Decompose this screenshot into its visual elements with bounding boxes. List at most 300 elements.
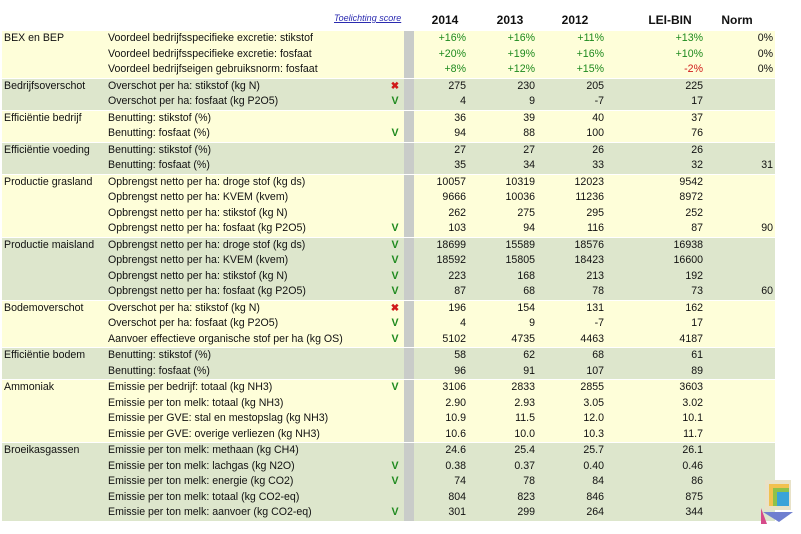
value-lei-bin: 17 — [606, 316, 705, 332]
value-2014: 3106 — [414, 380, 468, 396]
value-2014: 36 — [414, 110, 468, 126]
value-2014: +8% — [414, 62, 468, 78]
table-row — [2, 474, 775, 490]
value-lei-bin: 37 — [606, 110, 705, 126]
value-norm — [705, 316, 775, 332]
value-2014: 24.6 — [414, 443, 468, 459]
category-label — [2, 490, 106, 506]
score-check-icon: V — [386, 459, 404, 475]
logo-icon — [759, 478, 797, 524]
table-row — [2, 300, 775, 316]
value-2014: 27 — [414, 142, 468, 158]
value-2014: 96 — [414, 364, 468, 380]
value-2013: 299 — [468, 505, 537, 521]
column-divider — [404, 300, 414, 316]
value-2014: 87 — [414, 284, 468, 300]
table-row — [2, 62, 775, 78]
indicator-label: Benutting: fosfaat (%) — [106, 158, 386, 174]
value-2013: 15589 — [468, 237, 537, 253]
value-2012: 846 — [537, 490, 606, 506]
category-label — [2, 126, 106, 142]
value-2012: 11236 — [537, 190, 606, 206]
table-row — [2, 348, 775, 364]
value-2014: 18699 — [414, 237, 468, 253]
value-norm: 0% — [705, 31, 775, 47]
table-row — [2, 427, 775, 443]
value-2014: 223 — [414, 269, 468, 285]
value-2012: 26 — [537, 142, 606, 158]
category-label: Efficiëntie bodem — [2, 348, 106, 364]
value-2014: +20% — [414, 47, 468, 63]
indicator-label: Emissie per ton melk: aanvoer (kg CO2-eq) — [106, 505, 386, 521]
score-mark — [386, 443, 404, 459]
value-lei-bin: 16600 — [606, 253, 705, 269]
table-header — [0, 8, 801, 30]
score-check-icon: V — [386, 505, 404, 521]
value-2012: 2855 — [537, 380, 606, 396]
score-check-icon: V — [386, 332, 404, 348]
value-2013: 154 — [468, 300, 537, 316]
column-divider — [404, 459, 414, 475]
category-label — [2, 411, 106, 427]
category-label: Broeikasgassen — [2, 443, 106, 459]
value-2013: 2.93 — [468, 396, 537, 412]
table-row — [2, 31, 775, 47]
value-norm — [705, 237, 775, 253]
score-check-icon: V — [386, 380, 404, 396]
score-check-icon: V — [386, 269, 404, 285]
column-divider — [404, 174, 414, 190]
score-check-icon: V — [386, 94, 404, 110]
col-norm: Norm — [721, 13, 753, 27]
value-2012: 12023 — [537, 174, 606, 190]
value-norm — [705, 300, 775, 316]
score-mark — [386, 364, 404, 380]
value-2014: 275 — [414, 78, 468, 94]
category-label: Productie maisland — [2, 237, 106, 253]
value-2014: 10.9 — [414, 411, 468, 427]
table-row — [2, 269, 775, 285]
score-cross-icon: ✖ — [386, 78, 404, 94]
column-divider — [404, 348, 414, 364]
value-lei-bin: 26.1 — [606, 443, 705, 459]
value-lei-bin: 875 — [606, 490, 705, 506]
score-check-icon: V — [386, 237, 404, 253]
table-row — [2, 284, 775, 300]
column-divider — [404, 269, 414, 285]
score-check-icon: V — [386, 474, 404, 490]
score-check-icon: V — [386, 126, 404, 142]
category-label — [2, 284, 106, 300]
value-2012: 84 — [537, 474, 606, 490]
indicator-label: Opbrengst netto per ha: droge stof (kg ds) — [106, 174, 386, 190]
value-lei-bin: 11.7 — [606, 427, 705, 443]
column-divider — [404, 158, 414, 174]
value-norm: 90 — [705, 221, 775, 237]
column-divider — [404, 94, 414, 110]
indicator-label: Overschot per ha: stikstof (kg N) — [106, 300, 386, 316]
indicator-label: Voordeel bedrijfsspecifieke excretie: stikstof — [106, 31, 386, 47]
indicator-label: Voordeel bedrijfseigen gebruiksnorm: fosfaat — [106, 62, 386, 78]
table-row — [2, 221, 775, 237]
value-norm: 60 — [705, 284, 775, 300]
score-check-icon: V — [386, 316, 404, 332]
table-row — [2, 380, 775, 396]
value-norm — [705, 190, 775, 206]
category-label: Efficiëntie bedrijf — [2, 110, 106, 126]
value-lei-bin: +13% — [606, 31, 705, 47]
table-row — [2, 443, 775, 459]
category-label — [2, 62, 106, 78]
score-mark — [386, 142, 404, 158]
score-mark — [386, 190, 404, 206]
value-2013: 4735 — [468, 332, 537, 348]
value-2014: 196 — [414, 300, 468, 316]
column-divider — [404, 505, 414, 521]
score-mark — [386, 110, 404, 126]
value-2013: 9 — [468, 316, 537, 332]
indicator-label: Opbrengst netto per ha: fosfaat (kg P2O5) — [106, 221, 386, 237]
value-2012: +16% — [537, 47, 606, 63]
value-lei-bin: 26 — [606, 142, 705, 158]
col-2012: 2012 — [561, 13, 589, 27]
value-lei-bin: 192 — [606, 269, 705, 285]
indicator-label: Emissie per ton melk: lachgas (kg N2O) — [106, 459, 386, 475]
indicator-label: Emissie per ton melk: energie (kg CO2) — [106, 474, 386, 490]
score-mark — [386, 411, 404, 427]
indicator-label: Emissie per bedrijf: totaal (kg NH3) — [106, 380, 386, 396]
value-2012: -7 — [537, 94, 606, 110]
column-divider — [404, 364, 414, 380]
table-row — [2, 253, 775, 269]
value-2014: 9666 — [414, 190, 468, 206]
table-row — [2, 126, 775, 142]
value-2012: 78 — [537, 284, 606, 300]
table-row — [2, 206, 775, 222]
value-2014: 74 — [414, 474, 468, 490]
category-label: Bedrijfsoverschot — [2, 78, 106, 94]
value-2014: 4 — [414, 94, 468, 110]
table-row — [2, 459, 775, 475]
table-row — [2, 332, 775, 348]
column-divider — [404, 396, 414, 412]
category-label — [2, 427, 106, 443]
value-2012: +15% — [537, 62, 606, 78]
value-lei-bin: 252 — [606, 206, 705, 222]
column-divider — [404, 284, 414, 300]
value-lei-bin: -2% — [606, 62, 705, 78]
value-2014: 94 — [414, 126, 468, 142]
value-2012: 131 — [537, 300, 606, 316]
indicator-label: Opbrengst netto per ha: fosfaat (kg P2O5) — [106, 284, 386, 300]
value-lei-bin: 3.02 — [606, 396, 705, 412]
indicator-label: Emissie per ton melk: totaal (kg NH3) — [106, 396, 386, 412]
category-label: Efficiëntie voeding — [2, 142, 106, 158]
value-norm — [705, 348, 775, 364]
indicator-label: Emissie per GVE: overige verliezen (kg NH3) — [106, 427, 386, 443]
category-label — [2, 332, 106, 348]
value-lei-bin: +10% — [606, 47, 705, 63]
toelichting-score-link[interactable]: Toelichting score — [334, 13, 402, 23]
table-row — [2, 396, 775, 412]
value-2014: 301 — [414, 505, 468, 521]
value-lei-bin: 162 — [606, 300, 705, 316]
value-2012: 0.40 — [537, 459, 606, 475]
score-check-icon: V — [386, 253, 404, 269]
value-2013: 25.4 — [468, 443, 537, 459]
column-divider — [404, 78, 414, 94]
category-label — [2, 269, 106, 285]
value-norm: 31 — [705, 158, 775, 174]
value-lei-bin: 0.46 — [606, 459, 705, 475]
table-row — [2, 158, 775, 174]
score-mark — [386, 490, 404, 506]
column-divider — [404, 411, 414, 427]
table-row — [2, 78, 775, 94]
value-2014: +16% — [414, 31, 468, 47]
value-2013: 11.5 — [468, 411, 537, 427]
value-norm: 0% — [705, 47, 775, 63]
value-2013: +19% — [468, 47, 537, 63]
column-divider — [404, 443, 414, 459]
indicator-label: Overschot per ha: stikstof (kg N) — [106, 78, 386, 94]
value-2012: 33 — [537, 158, 606, 174]
value-lei-bin: 61 — [606, 348, 705, 364]
value-norm — [705, 269, 775, 285]
category-label — [2, 459, 106, 475]
value-2013: 27 — [468, 142, 537, 158]
value-norm — [705, 459, 775, 475]
value-2012: 18423 — [537, 253, 606, 269]
value-lei-bin: 87 — [606, 221, 705, 237]
column-divider — [404, 110, 414, 126]
category-label — [2, 221, 106, 237]
value-norm — [705, 332, 775, 348]
indicator-label: Aanvoer effectieve organische stof per ha (kg OS) — [106, 332, 386, 348]
value-lei-bin: 8972 — [606, 190, 705, 206]
category-label — [2, 505, 106, 521]
table-row — [2, 142, 775, 158]
value-lei-bin: 4187 — [606, 332, 705, 348]
value-norm — [705, 443, 775, 459]
score-mark — [386, 174, 404, 190]
value-2013: 275 — [468, 206, 537, 222]
value-2014: 58 — [414, 348, 468, 364]
value-norm — [705, 174, 775, 190]
value-2013: 62 — [468, 348, 537, 364]
value-2013: 68 — [468, 284, 537, 300]
col-lei-bin: LEI-BIN — [648, 13, 692, 27]
category-label — [2, 206, 106, 222]
value-norm — [705, 364, 775, 380]
table-row — [2, 110, 775, 126]
value-norm — [705, 253, 775, 269]
table-row — [2, 47, 775, 63]
value-2014: 10.6 — [414, 427, 468, 443]
value-2013: 39 — [468, 110, 537, 126]
table-row — [2, 411, 775, 427]
score-mark — [386, 206, 404, 222]
value-2013: 91 — [468, 364, 537, 380]
value-2012: +11% — [537, 31, 606, 47]
indicator-label: Benutting: stikstof (%) — [106, 110, 386, 126]
column-divider — [404, 47, 414, 63]
score-cross-icon: ✖ — [386, 300, 404, 316]
value-lei-bin: 73 — [606, 284, 705, 300]
table-row — [2, 94, 775, 110]
indicator-label: Emissie per ton melk: methaan (kg CH4) — [106, 443, 386, 459]
value-2013: 230 — [468, 78, 537, 94]
indicator-label: Overschot per ha: fosfaat (kg P2O5) — [106, 94, 386, 110]
column-divider — [404, 206, 414, 222]
score-check-icon: V — [386, 284, 404, 300]
column-divider — [404, 427, 414, 443]
score-mark — [386, 31, 404, 47]
value-2013: 168 — [468, 269, 537, 285]
column-divider — [404, 316, 414, 332]
column-divider — [404, 31, 414, 47]
value-2012: 12.0 — [537, 411, 606, 427]
column-divider — [404, 332, 414, 348]
indicator-label: Opbrengst netto per ha: KVEM (kvem) — [106, 253, 386, 269]
column-divider — [404, 190, 414, 206]
column-divider — [404, 237, 414, 253]
score-mark — [386, 158, 404, 174]
indicator-label: Voordeel bedrijfsspecifieke excretie: fosfaat — [106, 47, 386, 63]
table-row — [2, 490, 775, 506]
value-2012: 107 — [537, 364, 606, 380]
value-2012: 25.7 — [537, 443, 606, 459]
value-2012: 40 — [537, 110, 606, 126]
value-2013: 88 — [468, 126, 537, 142]
value-norm — [705, 396, 775, 412]
column-divider — [404, 253, 414, 269]
category-label — [2, 158, 106, 174]
table-row — [2, 237, 775, 253]
value-norm — [705, 380, 775, 396]
category-label — [2, 253, 106, 269]
indicator-label: Benutting: stikstof (%) — [106, 142, 386, 158]
value-2013: +16% — [468, 31, 537, 47]
indicator-label: Opbrengst netto per ha: KVEM (kvem) — [106, 190, 386, 206]
value-2013: 34 — [468, 158, 537, 174]
value-2014: 804 — [414, 490, 468, 506]
value-2012: 18576 — [537, 237, 606, 253]
column-divider — [404, 62, 414, 78]
score-table — [2, 31, 775, 521]
value-lei-bin: 3603 — [606, 380, 705, 396]
category-label — [2, 396, 106, 412]
column-divider — [404, 221, 414, 237]
table-row — [2, 174, 775, 190]
indicator-label: Benutting: stikstof (%) — [106, 348, 386, 364]
value-2014: 103 — [414, 221, 468, 237]
value-2012: 4463 — [537, 332, 606, 348]
value-2012: 264 — [537, 505, 606, 521]
score-mark — [386, 62, 404, 78]
score-mark — [386, 427, 404, 443]
value-norm — [705, 142, 775, 158]
value-norm — [705, 78, 775, 94]
indicator-label: Overschot per ha: fosfaat (kg P2O5) — [106, 316, 386, 332]
value-lei-bin: 89 — [606, 364, 705, 380]
value-norm — [705, 427, 775, 443]
value-norm — [705, 94, 775, 110]
value-2012: -7 — [537, 316, 606, 332]
col-2014: 2014 — [431, 13, 459, 27]
score-mark — [386, 47, 404, 63]
value-2013: 10036 — [468, 190, 537, 206]
value-2014: 0.38 — [414, 459, 468, 475]
indicator-label: Benutting: fosfaat (%) — [106, 126, 386, 142]
score-mark — [386, 396, 404, 412]
value-lei-bin: 16938 — [606, 237, 705, 253]
value-2013: 0.37 — [468, 459, 537, 475]
category-label: Ammoniak — [2, 380, 106, 396]
value-2013: 15805 — [468, 253, 537, 269]
value-lei-bin: 76 — [606, 126, 705, 142]
value-2012: 295 — [537, 206, 606, 222]
category-label — [2, 47, 106, 63]
value-2012: 213 — [537, 269, 606, 285]
value-2013: 10319 — [468, 174, 537, 190]
category-label: Productie grasland — [2, 174, 106, 190]
value-2014: 10057 — [414, 174, 468, 190]
value-2014: 262 — [414, 206, 468, 222]
category-label — [2, 190, 106, 206]
value-2012: 68 — [537, 348, 606, 364]
table-row — [2, 190, 775, 206]
indicator-label: Opbrengst netto per ha: stikstof (kg N) — [106, 269, 386, 285]
value-2013: +12% — [468, 62, 537, 78]
column-divider — [404, 126, 414, 142]
column-divider — [404, 474, 414, 490]
indicator-label: Benutting: fosfaat (%) — [106, 364, 386, 380]
value-lei-bin: 32 — [606, 158, 705, 174]
value-norm — [705, 126, 775, 142]
value-2014: 5102 — [414, 332, 468, 348]
value-2012: 10.3 — [537, 427, 606, 443]
column-divider — [404, 380, 414, 396]
value-2013: 94 — [468, 221, 537, 237]
value-lei-bin: 225 — [606, 78, 705, 94]
value-2013: 78 — [468, 474, 537, 490]
value-2013: 10.0 — [468, 427, 537, 443]
category-label — [2, 364, 106, 380]
score-mark — [386, 348, 404, 364]
category-label — [2, 316, 106, 332]
value-norm — [705, 411, 775, 427]
value-2012: 205 — [537, 78, 606, 94]
value-lei-bin: 9542 — [606, 174, 705, 190]
value-2012: 116 — [537, 221, 606, 237]
col-2013: 2013 — [496, 13, 524, 27]
value-norm — [705, 206, 775, 222]
value-2013: 2833 — [468, 380, 537, 396]
category-label — [2, 94, 106, 110]
category-label — [2, 474, 106, 490]
table-row — [2, 505, 775, 521]
value-2012: 100 — [537, 126, 606, 142]
value-2014: 35 — [414, 158, 468, 174]
column-divider — [404, 490, 414, 506]
indicator-label: Emissie per ton melk: totaal (kg CO2-eq) — [106, 490, 386, 506]
indicator-label: Opbrengst netto per ha: stikstof (kg N) — [106, 206, 386, 222]
indicator-label: Opbrengst netto per ha: droge stof (kg ds) — [106, 237, 386, 253]
value-2014: 4 — [414, 316, 468, 332]
value-norm — [705, 110, 775, 126]
value-2014: 18592 — [414, 253, 468, 269]
